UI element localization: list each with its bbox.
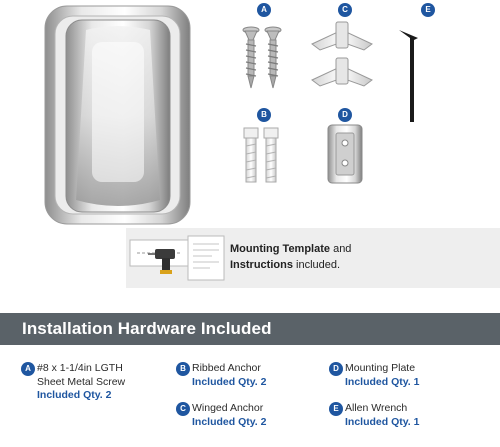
item-b (180, 362, 312, 389)
item-b-qty: Included Qty. 2 (192, 375, 267, 388)
item-b-line1: Ribbed Anchor (192, 362, 261, 374)
template-bold-1: Mounting Template (230, 243, 331, 255)
item-a-line1: #8 x 1-1/4in LGTH (37, 362, 123, 374)
badge-a: A (257, 3, 271, 17)
template-tail: included. (292, 259, 341, 271)
item-c-qty: Included Qty. 2 (192, 415, 267, 428)
item-badge-d: D (329, 362, 343, 376)
item-d-line1: Mounting Plate (345, 362, 416, 374)
template-mid: and (330, 243, 352, 255)
item-badge-a: A (21, 362, 35, 376)
item-a-qty: Included Qty. 2 (37, 389, 112, 401)
item-c (180, 402, 312, 429)
item-d (333, 362, 465, 389)
item-a-line2: Sheet Metal Screw (37, 375, 126, 388)
mounting-plate-image (328, 125, 362, 183)
winged-anchors-image (312, 22, 372, 86)
item-badge-e: E (329, 402, 343, 416)
section-title: Installation Hardware Included (22, 319, 272, 338)
template-bold-2: Instructions (230, 259, 293, 271)
ribbed-anchors-image (244, 128, 278, 182)
badge-b: B (257, 108, 271, 122)
robe-hook-product (45, 6, 190, 224)
badge-d: D (338, 108, 352, 122)
item-e (333, 402, 465, 429)
screws-image (243, 27, 281, 88)
item-a (25, 362, 162, 403)
item-badge-b: B (176, 362, 190, 376)
item-e-qty: Included Qty. 1 (345, 415, 420, 428)
badge-e: E (421, 3, 435, 17)
item-d-qty: Included Qty. 1 (345, 375, 420, 388)
item-e-line1: Allen Wrench (345, 402, 408, 414)
item-c-line1: Winged Anchor (192, 402, 264, 414)
item-badge-c: C (176, 402, 190, 416)
template-caption (230, 241, 490, 273)
allen-wrench-image (399, 30, 418, 122)
badge-c: C (338, 3, 352, 17)
